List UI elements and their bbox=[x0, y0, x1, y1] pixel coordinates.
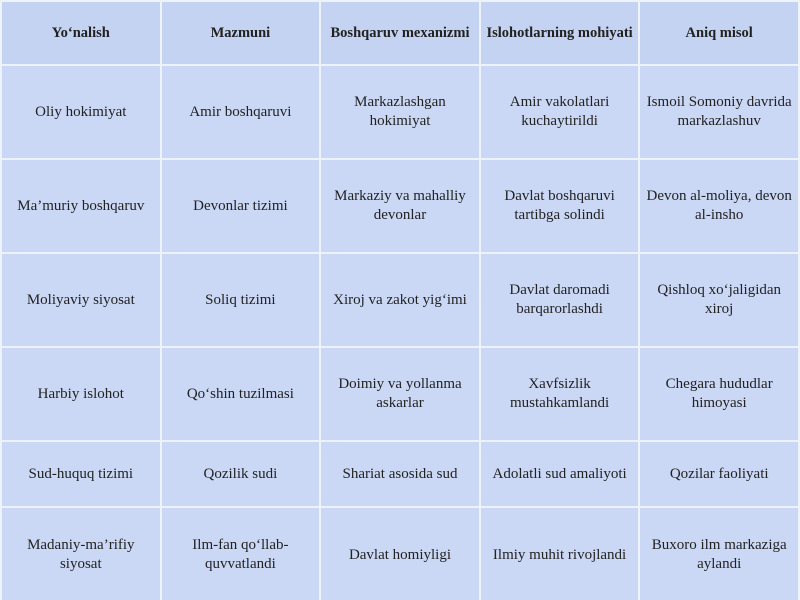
table-row bbox=[2, 160, 798, 252]
table-row bbox=[2, 348, 798, 440]
header-yonalish: Yo‘nalish bbox=[2, 2, 160, 64]
table-cell: Xiroj va zakot yig‘imi bbox=[321, 254, 479, 346]
header-islohotlar-mohiyati: Islohotlarning mohiyati bbox=[481, 2, 639, 64]
table-cell: Qishloq xo‘jaligidan xiroj bbox=[640, 254, 798, 346]
table-cell: Amir vakolatlari kuchaytirildi bbox=[481, 66, 639, 158]
table-cell: Harbiy islohot bbox=[2, 348, 160, 440]
table-cell: Ilm-fan qo‘llab-quvvatlandi bbox=[162, 508, 320, 600]
header-mazmuni: Mazmuni bbox=[162, 2, 320, 64]
table-cell: Markazlashgan hokimiyat bbox=[321, 66, 479, 158]
table-cell: Ismoil Somoniy davrida markazlashuv bbox=[640, 66, 798, 158]
header-boshqaruv-mexanizmi: Boshqaruv mexanizmi bbox=[321, 2, 479, 64]
table-cell: Ma’muriy boshqaruv bbox=[2, 160, 160, 252]
table-cell: Shariat asosida sud bbox=[321, 442, 479, 506]
header-aniq-misol: Aniq misol bbox=[640, 2, 798, 64]
table-cell: Davlat daromadi barqarorlashdi bbox=[481, 254, 639, 346]
table-cell: Davlat boshqaruvi tartibga solindi bbox=[481, 160, 639, 252]
table-cell: Devonlar tizimi bbox=[162, 160, 320, 252]
table-row bbox=[2, 508, 798, 600]
table-cell: Qozilik sudi bbox=[162, 442, 320, 506]
table-cell: Markaziy va mahalliy devonlar bbox=[321, 160, 479, 252]
table-cell: Davlat homiyligi bbox=[321, 508, 479, 600]
table-cell: Sud-huquq tizimi bbox=[2, 442, 160, 506]
table-header-row bbox=[2, 2, 798, 64]
table-row bbox=[2, 66, 798, 158]
table-cell: Doimiy va yollanma askarlar bbox=[321, 348, 479, 440]
table-row bbox=[2, 254, 798, 346]
table-cell: Buxoro ilm markaziga aylandi bbox=[640, 508, 798, 600]
table-cell: Oliy hokimiyat bbox=[2, 66, 160, 158]
table-cell: Chegara hududlar himoyasi bbox=[640, 348, 798, 440]
table-cell: Madaniy-ma’rifiy siyosat bbox=[2, 508, 160, 600]
table-cell: Xavfsizlik mustahkamlandi bbox=[481, 348, 639, 440]
table-cell: Moliyaviy siyosat bbox=[2, 254, 160, 346]
table-row bbox=[2, 442, 798, 506]
table-cell: Devon al-moliya, devon al-insho bbox=[640, 160, 798, 252]
table-cell: Ilmiy muhit rivojlandi bbox=[481, 508, 639, 600]
table-cell: Qozilar faoliyati bbox=[640, 442, 798, 506]
table-cell: Amir boshqaruvi bbox=[162, 66, 320, 158]
table-cell: Adolatli sud amaliyoti bbox=[481, 442, 639, 506]
table-cell: Qo‘shin tuzilmasi bbox=[162, 348, 320, 440]
table-cell: Soliq tizimi bbox=[162, 254, 320, 346]
